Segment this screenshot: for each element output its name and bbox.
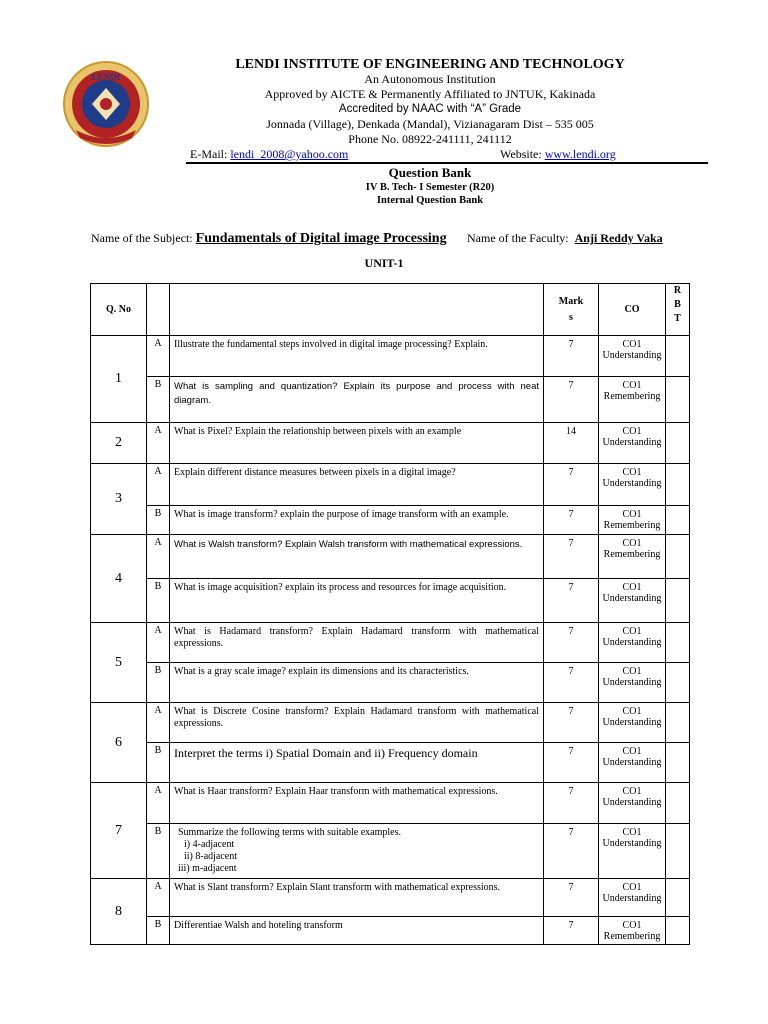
part-label: A — [147, 535, 170, 579]
semester-subtitle: IV B. Tech- I Semester (R20) — [365, 182, 495, 193]
question-text: What is Pixel? Explain the relationship between pixels with an example — [170, 423, 544, 464]
unit-heading: UNIT-1 — [364, 256, 404, 270]
question-number: 5 — [91, 623, 147, 703]
website-line — [500, 147, 616, 162]
rbt-cell — [666, 506, 690, 535]
rbt-cell — [666, 623, 690, 663]
table-row — [91, 879, 690, 917]
part-label: B — [147, 377, 170, 423]
rbt-cell — [666, 377, 690, 423]
header-divider — [186, 162, 708, 164]
table-row — [91, 824, 690, 879]
co-cell: CO1 Remembering — [599, 917, 666, 945]
part-label: A — [147, 703, 170, 743]
marks-value: 7 — [544, 623, 599, 663]
part-label: B — [147, 824, 170, 879]
question-text: What is Haar transform? Explain Haar transform with mathematical expressions. — [170, 783, 544, 824]
table-row — [91, 506, 690, 535]
rbt-cell — [666, 743, 690, 783]
part-label: B — [147, 506, 170, 535]
header-line-accreditation: Accredited by NAAC with “A” Grade — [338, 103, 522, 115]
co-cell: CO1 Understanding — [599, 743, 666, 783]
header-line-phone: Phone No. 08922-241111, 241112 — [348, 132, 512, 146]
co-cell: CO1 Understanding — [599, 423, 666, 464]
table-row — [91, 623, 690, 663]
marks-value: 7 — [544, 579, 599, 623]
co-cell: CO1 Understanding — [599, 336, 666, 377]
adjacency-item: iii) m-adjacent — [178, 863, 237, 874]
question-number: 7 — [91, 783, 147, 879]
part-label: B — [147, 579, 170, 623]
co-cell: CO1 Remembering — [599, 506, 666, 535]
table-row — [91, 336, 690, 377]
co-cell: CO1 Understanding — [599, 703, 666, 743]
email-link[interactable]: lendi_2008@yahoo.com — [230, 147, 349, 161]
website-link[interactable]: www.lendi.org — [544, 147, 616, 161]
co-cell: CO1 Understanding — [599, 464, 666, 506]
table-row — [91, 579, 690, 623]
table-row — [91, 743, 690, 783]
table-row — [91, 783, 690, 824]
header-line-approval: Approved by AICTE & Permanently Affiliated to JNTUK, Kakinada — [264, 87, 596, 101]
question-text: Interpret the terms i) Spatial Domain and ii) Frequency domain — [170, 743, 544, 783]
question-text: What is sampling and quantization? Explain its purpose and process with neat diagram. — [170, 377, 544, 423]
subject-name: Fundamentals of Digital image Processing — [195, 231, 447, 246]
question-text — [170, 824, 544, 879]
question-text: Illustrate the fundamental steps involved in digital image processing? Explain. — [170, 336, 544, 377]
header-line-autonomous: An Autonomous Institution — [364, 72, 496, 86]
part-label: A — [147, 879, 170, 917]
subject-label: Name of the Subject: — [91, 231, 196, 245]
question-number: 6 — [91, 703, 147, 783]
co-cell: CO1 Understanding — [599, 579, 666, 623]
question-text: What is image transform? explain the purpose of image transform with an example. — [170, 506, 544, 535]
marks-value: 7 — [544, 336, 599, 377]
subject-line — [91, 231, 447, 247]
faculty-name: Anji Reddy Vaka — [574, 231, 663, 245]
header-co: CO — [599, 284, 666, 336]
rbt-cell — [666, 336, 690, 377]
faculty-label: Name of the Faculty: — [467, 231, 569, 245]
rbt-cell — [666, 535, 690, 579]
adjacency-item: i) 4-adjacent — [184, 839, 235, 850]
marks-value: 7 — [544, 783, 599, 824]
rbt-cell — [666, 879, 690, 917]
question-number: 8 — [91, 879, 147, 945]
header-line-address: Jonnada (Village), Denkada (Mandal), Vizianagaram Dist – 535 005 — [266, 117, 594, 131]
marks-value: 7 — [544, 464, 599, 506]
website-label: Website: — [500, 147, 545, 161]
marks-value: 7 — [544, 824, 599, 879]
question-text: What is a gray scale image? explain its dimensions and its characteristics. — [170, 663, 544, 703]
co-cell: CO1 Understanding — [599, 879, 666, 917]
marks-value: 14 — [544, 423, 599, 464]
question-table — [90, 283, 690, 945]
question-text: What is Hadamard transform? Explain Hadamard transform with mathematical expressions. — [170, 623, 544, 663]
co-cell: CO1 Remembering — [599, 535, 666, 579]
header-rbt: R B T — [666, 284, 690, 336]
question-text: What is Walsh transform? Explain Walsh transform with mathematical expressions. — [170, 535, 544, 579]
rbt-cell — [666, 917, 690, 945]
header-blank-question — [170, 284, 544, 336]
email-label: E-Mail: — [190, 147, 231, 161]
co-cell: CO1 Understanding — [599, 783, 666, 824]
co-cell: CO1 Remembering — [599, 377, 666, 423]
document-title: Question Bank — [388, 165, 472, 180]
rbt-cell — [666, 783, 690, 824]
marks-value: 7 — [544, 703, 599, 743]
rbt-cell — [666, 824, 690, 879]
institute-name: LENDI INSTITUTE OF ENGINEERING AND TECHNOLOGY — [235, 57, 625, 72]
rbt-cell — [666, 703, 690, 743]
marks-value: 7 — [544, 377, 599, 423]
part-label: B — [147, 917, 170, 945]
question-number: 1 — [91, 336, 147, 423]
svg-text:LENDI: LENDI — [91, 72, 121, 82]
co-cell: CO1 Understanding — [599, 623, 666, 663]
header-qno: Q. No — [91, 284, 147, 336]
marks-value: 7 — [544, 663, 599, 703]
table-header-row — [91, 284, 690, 336]
adjacency-item: ii) 8-adjacent — [184, 851, 238, 862]
question-number: 3 — [91, 464, 147, 535]
question-text: Differentiae Walsh and hoteling transform — [170, 917, 544, 945]
part-label: B — [147, 743, 170, 783]
rbt-cell — [666, 464, 690, 506]
part-label: A — [147, 464, 170, 506]
marks-value: 7 — [544, 743, 599, 783]
marks-value: 7 — [544, 535, 599, 579]
question-text: Explain different distance measures between pixels in a digital image? — [170, 464, 544, 506]
email-line — [190, 147, 348, 162]
question-number: 2 — [91, 423, 147, 464]
rbt-cell — [666, 663, 690, 703]
co-cell: CO1 Understanding — [599, 824, 666, 879]
marks-value: 7 — [544, 917, 599, 945]
table-row — [91, 703, 690, 743]
co-cell: CO1 Understanding — [599, 663, 666, 703]
table-row — [91, 535, 690, 579]
part-label: A — [147, 336, 170, 377]
part-label: A — [147, 623, 170, 663]
marks-value: 7 — [544, 879, 599, 917]
question-text: What is Slant transform? Explain Slant transform with mathematical expressions. — [170, 879, 544, 917]
summarize-prompt: Summarize the following terms with suitable examples. — [178, 827, 402, 838]
part-label: A — [147, 783, 170, 824]
table-row — [91, 423, 690, 464]
rbt-cell — [666, 423, 690, 464]
marks-value: 7 — [544, 506, 599, 535]
question-number: 4 — [91, 535, 147, 623]
rbt-cell — [666, 579, 690, 623]
part-label: A — [147, 423, 170, 464]
question-text: What is image acquisition? explain its process and resources for image acquisition. — [170, 579, 544, 623]
table-row — [91, 377, 690, 423]
internal-subtitle: Internal Question Bank — [376, 195, 484, 206]
table-row — [91, 917, 690, 945]
part-label: B — [147, 663, 170, 703]
faculty-line — [467, 231, 663, 246]
institute-logo — [62, 60, 150, 148]
header-blank-ab — [147, 284, 170, 336]
header-marks: Mark s — [544, 284, 599, 336]
table-row — [91, 663, 690, 703]
question-text: What is Discrete Cosine transform? Explain Hadamard transform with mathematical expressions. — [170, 703, 544, 743]
table-row — [91, 464, 690, 506]
